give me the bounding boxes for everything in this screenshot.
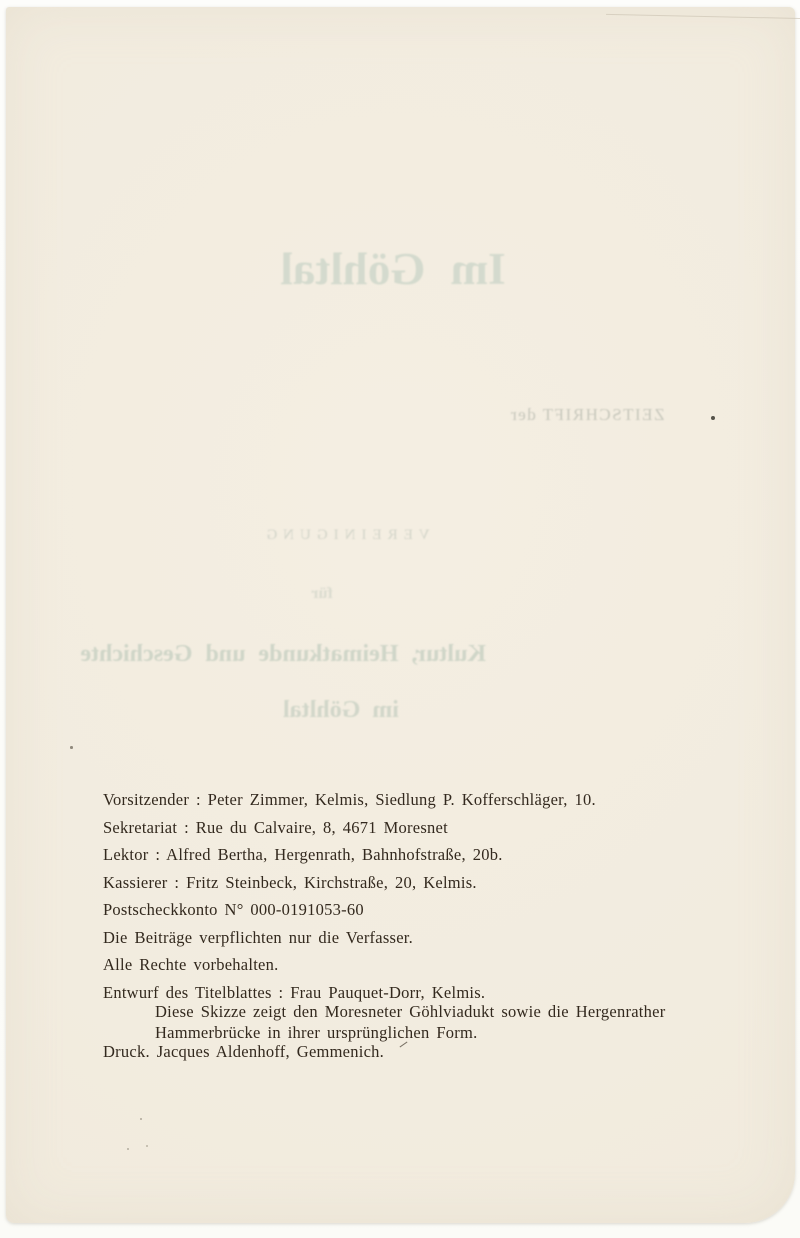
- dust-speck: [146, 1145, 148, 1147]
- imprint-line-cover-design: Entwurf des Titelblattes : Frau Pauquet-Dorr, Kelmis.: [103, 982, 486, 1002]
- imprint-line-chairman: Vorsitzender : Peter Zimmer, Kelmis, Siedlung P. Kofferschläger, 10.: [103, 790, 596, 809]
- ghost-for-showthrough: für: [311, 585, 333, 602]
- cover-sketch-note: [155, 1002, 695, 1043]
- ghost-subtitle-showthrough: ZEITSCHRIFT der: [509, 405, 665, 424]
- dust-speck: [140, 1118, 142, 1120]
- dust-speck: [711, 416, 715, 420]
- printer-credit: Druck. Jacques Aldenhoff, Gemmenich.: [103, 1042, 385, 1061]
- dust-speck: [127, 1148, 129, 1150]
- imprint-line-postal-account: Postscheckkonto N° 000-0191053-60: [103, 900, 364, 919]
- dust-speck: [70, 746, 73, 749]
- ghost-place-showthrough: im Göhltal: [283, 697, 400, 723]
- imprint-line-treasurer: Kassierer : Fritz Steinbeck, Kirchstraße, 20, Kelmis.: [103, 872, 477, 892]
- imprint-line-editor: Lektor : Alfred Bertha, Hergenrath, Bahnhofstraße, 20b.: [103, 845, 503, 864]
- ghost-organization-name-showthrough: Kultur, Heimatkunde und Geschichte: [80, 641, 486, 667]
- imprint-block: [103, 786, 723, 1006]
- note-line-2: Hammerbrücke in ihrer ursprünglichen Form.: [155, 1022, 478, 1042]
- ghost-title-showthrough: Im Göhltal: [280, 244, 506, 294]
- imprint-line-secretariat: Sekretariat : Rue du Calvaire, 8, 4671 Moresnet: [103, 817, 448, 837]
- ghost-organization-showthrough: VEREINIGUNG: [260, 527, 430, 543]
- paper-sheet: [6, 7, 795, 1223]
- imprint-line-rights: Alle Rechte vorbehalten.: [103, 955, 279, 974]
- note-line-1: Diese Skizze zeigt den Moresneter Göhlviadukt sowie die Hergenrather: [155, 1002, 666, 1021]
- imprint-line-disclaimer: Die Beiträge verpflichten nur die Verfasser.: [103, 927, 414, 947]
- paper-edge-crease: [606, 14, 800, 19]
